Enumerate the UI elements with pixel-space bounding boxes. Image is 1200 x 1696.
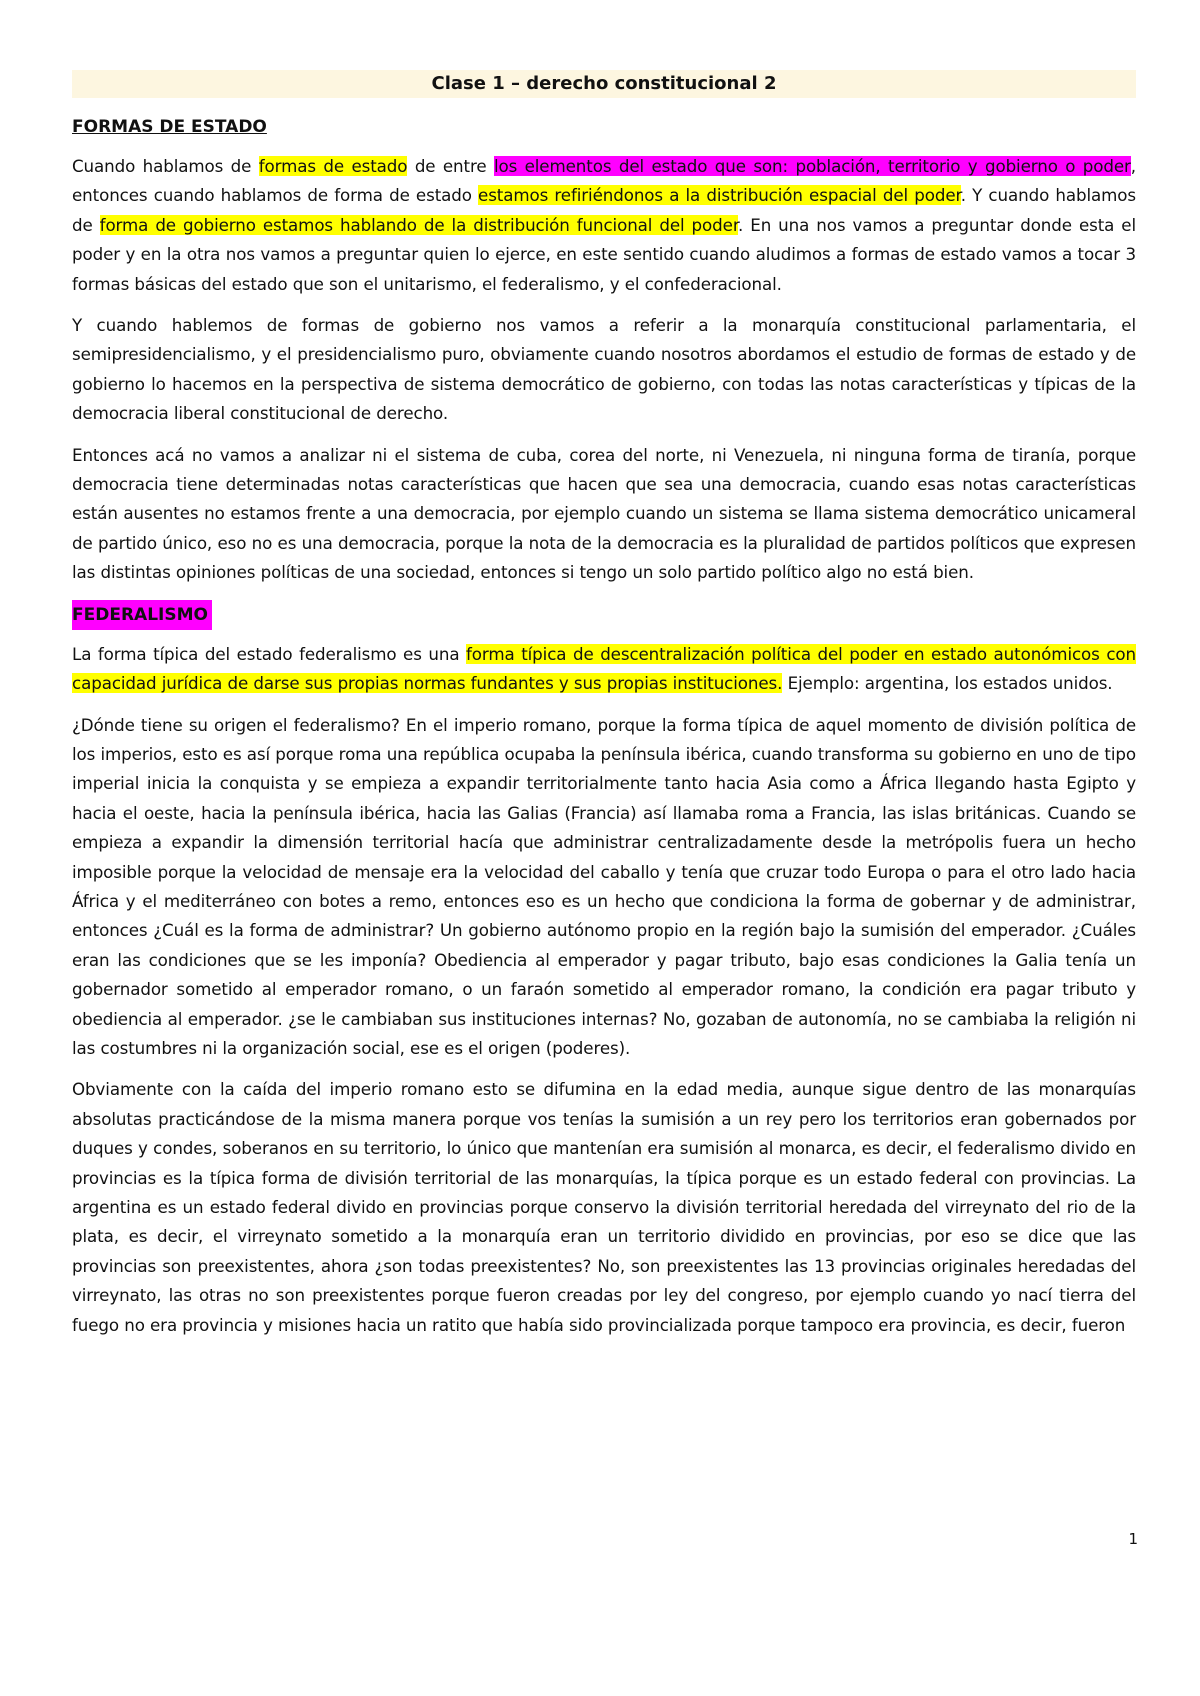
text-run: . En una nos vamos a preguntar donde esta el poder y en la otra nos vamos a preguntar quien lo ejerce, en este sentido cuando aludimos a formas de estado vamos a tocar 3 formas básicas del estado que son el unitarismo, el federalismo, y el confederacional. <box>72 214 1136 294</box>
paragraph-democracia: Entonces acá no vamos a analizar ni el sistema de cuba, corea del norte, ni Venezuela, ni ninguna forma de tiranía, porque democracia tiene determinadas notas características que hacen que sea una democracia, cuando esas notas características están ausentes no estamos frente a una democracia, por ejemplo cuando un sistema se llama sistema democrático unicameral de partido único, eso no es una democracia, porque la nota de la democracia es la pluralidad de partidos políticos que expresen las distintas opiniones políticas de una sociedad, entonces si tengo un solo partido político algo no está bien. <box>72 444 1136 583</box>
heading-formas-de-estado: FORMAS DE ESTADO <box>72 117 267 137</box>
text-run: Ejemplo: argentina, los estados unidos. <box>782 673 1113 694</box>
paragraph-origen-federalismo: ¿Dónde tiene su origen el federalismo? En el imperio romano, porque la forma típica de aquel momento de división política de los imperios, esto es así porque roma una república ocupaba la península ibérica, cuando transforma su gobierno en uno de tipo imperial inicia la conquista y se empieza a expandir territorialmente tanto hacia Asia como a África llegando hasta Egipto y hacia el oeste, hacia la península ibérica, hacia las Galias (Francia) así llamaba roma a Francia, las islas británicas. Cuando se empieza a expandir la dimensión territorial hacía que administrar centralizadamente desde la metrópolis fuera un hecho imposible porque la velocidad de mensaje era la velocidad del caballo y tenía que cruzar todo Europa o para el otro lado hacia África y el mediterráneo con botes a remo, entonces eso es un hecho que condiciona la forma de gobernar y de administrar, entonces ¿Cuál es la forma de administrar? Un gobierno autónomo propio en la región bajo la sumisión del emperador. ¿Cuáles eran las condiciones que se les imponía? Obediencia al emperador y pagar tributo, bajo esas condiciones la Galia tenía un gobernador sometido al emperador romano, o un faraón sometido al emperador romano, la condición era pagar tributo y obediencia al emperador. ¿se le cambiaban sus instituciones internas? No, gozaban de autonomía, no se cambiaba la religión ni las costumbres ni la organización social, ese es el origen (poderes). <box>72 714 1136 1058</box>
text-run: Cuando hablamos de <box>72 156 259 176</box>
document-title: Clase 1 – derecho constitucional 2 <box>72 70 1136 98</box>
document-page <box>72 70 1136 1352</box>
text-run: de entre <box>407 156 494 176</box>
heading-federalismo: FEDERALISMO <box>72 600 212 630</box>
highlight-elementos-del-estado: los elementos del estado que son: población, territorio y gobierno o poder <box>493 156 1131 176</box>
highlight-forma-de-gobierno: forma de gobierno estamos hablando de la distribución funcional del poder <box>99 214 739 235</box>
text-run: . Y cuando hablamos de <box>72 185 1136 235</box>
highlight-distribucion-espacial: estamos refiriéndonos a la distribución espacial del poder <box>478 185 961 206</box>
text-run: La forma típica del estado federalismo es una <box>72 643 467 664</box>
paragraph-edad-media: Obviamente con la caída del imperio romano esto se difumina en la edad media, aunque sigue dentro de las monarquías absolutas practicándose de la misma manera porque vos tenías la sumisión a un rey pero los territorios eran gobernados por duques y condes, soberanos en su territorio, lo único que mantenían era sumisión al monarca, es decir, el federalismo divido en provincias es la típica forma de división territorial de las monarquías, la típica porque es un estado federal con provincias. La argentina es un estado federal divido en provincias porque conservo la división territorial heredada del virreynato del rio de la plata, es decir, el virreynato sometido a la monarquía eran un territorio dividido en provincias, por eso se dice que las provincias son preexistentes, ahora ¿son todas preexistentes? No, son preexistentes las 13 provincias originales heredadas del virreynato, las otras no son preexistentes porque fueron creadas por ley del congreso, por ejemplo cuando yo nací tierra del fuego no era provincia y misiones hacia un ratito que había sido provincializada porque tampoco era provincia, es decir, fueron <box>72 1079 1136 1335</box>
highlight-formas-de-estado: formas de estado <box>258 156 408 176</box>
paragraph-formas-de-gobierno: Y cuando hablemos de formas de gobierno nos vamos a referir a la monarquía constitucional parlamentaria, el semipresidencialismo, y el presidencialismo puro, obviamente cuando nosotros abordamos el estudio de formas de estado y de gobierno lo hacemos en la perspectiva de sistema democrático de gobierno, con todas las notas características y típicas de la democracia liberal constitucional de derecho. <box>72 315 1136 424</box>
paragraph-federalismo-definicion <box>72 640 1136 699</box>
highlight-descentralizacion: forma típica de descentralización política del poder en estado autonómicos con capacidad jurídica de darse sus propias normas fundantes y sus propias instituciones. <box>72 643 1136 694</box>
page-number: 1 <box>1128 1530 1138 1548</box>
paragraph-formas-intro <box>72 152 1136 299</box>
text-run: , entonces cuando hablamos de forma de estado <box>72 156 1136 206</box>
heading-federalismo-wrapper <box>72 600 1136 630</box>
